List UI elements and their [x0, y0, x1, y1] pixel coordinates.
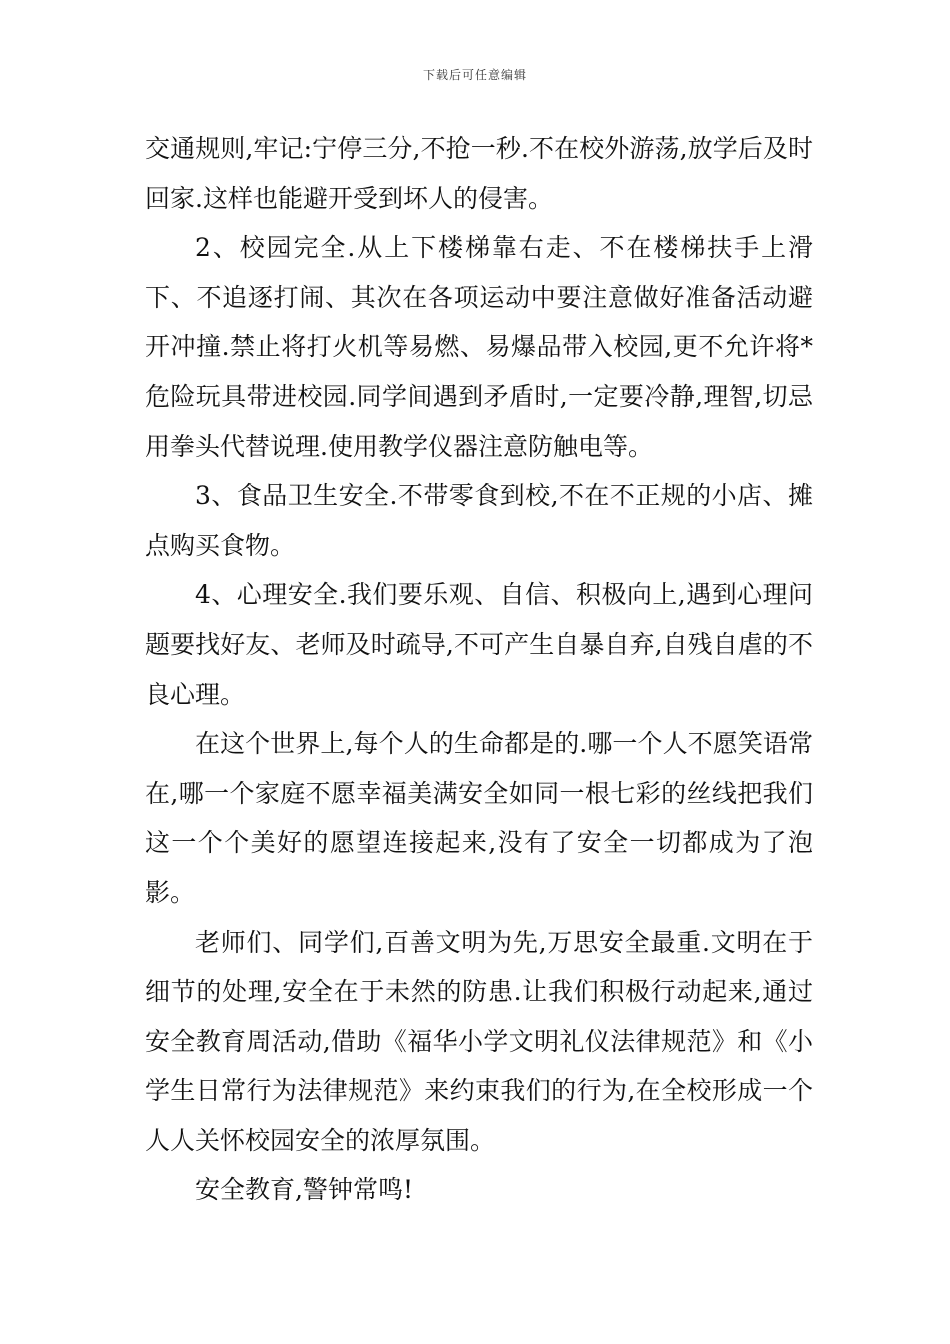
paragraph-call-to-action: 老师们、同学们,百善文明为先,万思安全最重.文明在于细节的处理,安全在于未然的防患.让我们积极行动起来,通过安全教育周活动,借助《福华小学文明礼仪法律规范》和《小学生日常行为法律规范》来约束我们的行为,在全校形成一个人人关怀校园安全的浓厚氛围。 — [145, 927, 813, 1155]
paragraph-traffic-rules: 交通规则,牢记:宁停三分,不抢一秒.不在校外游荡,放学后及时回家.这样也能避开受到坏人的侵害。 — [145, 134, 813, 213]
paragraph-food-safety: 3、食品卫生安全.不带零食到校,不在不正规的小店、摊点购买食物。 — [145, 481, 813, 560]
paragraph-campus-safety: 2、校园完全.从上下楼梯靠右走、不在楼梯扶手上滑下、不追逐打闹、其次在各项运动中要注意做好准备活动避开冲撞.禁止将打火机等易燃、易爆品带入校园,更不允许将*危险玩具带进校园.同学间遇到矛盾时,一定要冷静,理智,切忌用拳头代替说理.使用教学仪器注意防触电等。 — [145, 233, 813, 461]
document-body — [145, 124, 813, 1215]
paragraph-closing: 安全教育,警钟常鸣! — [195, 1175, 413, 1205]
header-note: 下载后可任意编辑 — [422, 68, 527, 82]
paragraph-mental-safety: 4、心理安全.我们要乐观、自信、积极向上,遇到心理问题要找好友、老师及时疏导,不可产生自暴自弃,自残自虐的不良心理。 — [145, 580, 813, 709]
paragraph-life-value: 在这个世界上,每个人的生命都是的.哪一个人不愿笑语常在,哪一个家庭不愿幸福美满安全如同一根七彩的丝线把我们这一个个美好的愿望连接起来,没有了安全一切都成为了泡影。 — [145, 729, 813, 907]
